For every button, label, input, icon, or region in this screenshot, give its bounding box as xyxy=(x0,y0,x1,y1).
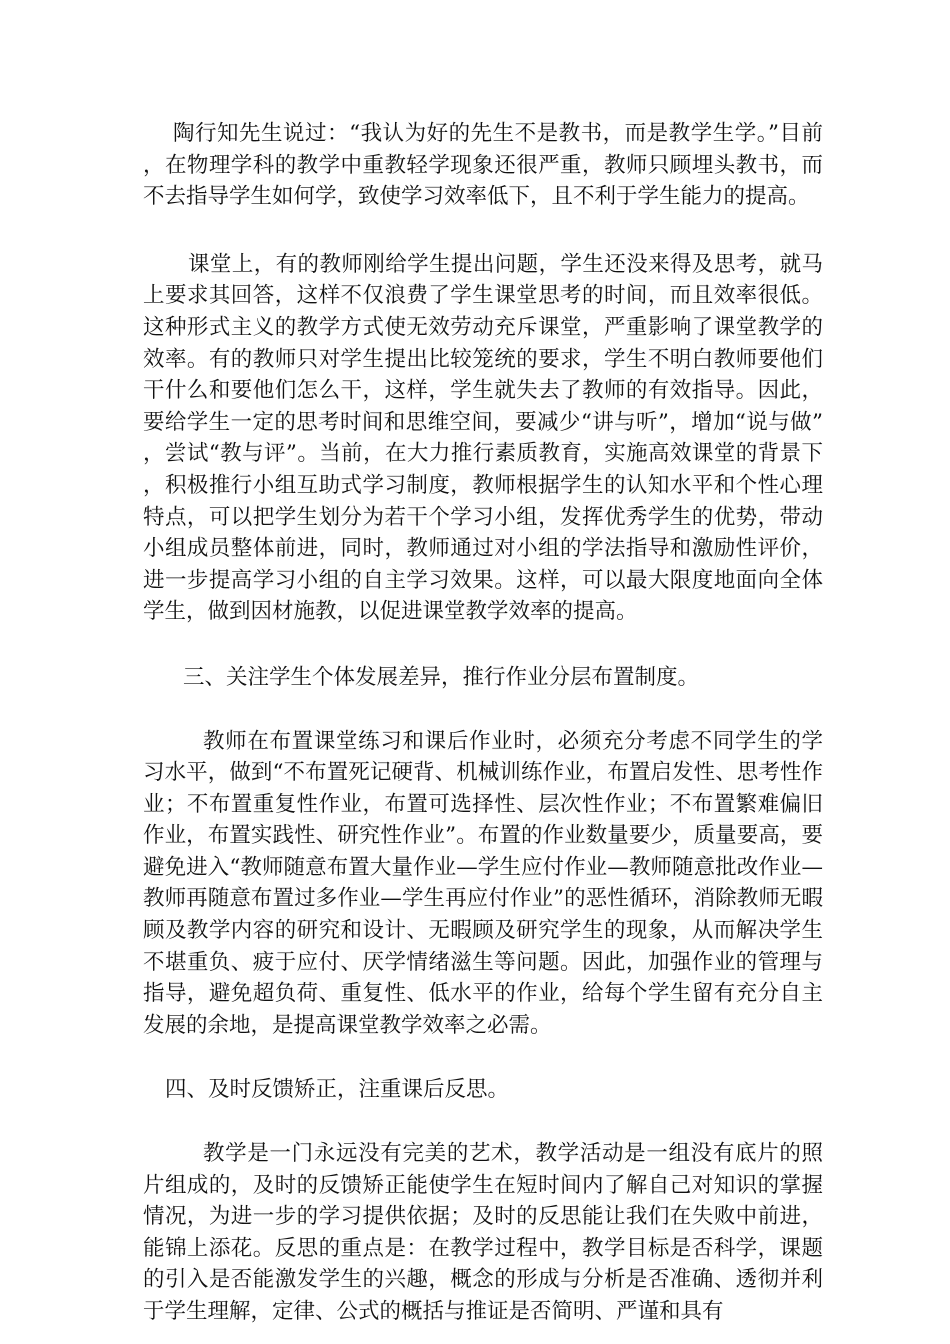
document-page xyxy=(143,118,823,1328)
paragraph-classroom: 课堂上，有的教师刚给学生提出问题，学生还没来得及思考，就马上要求其回答，这样不仅浪费了学生课堂思考的时间，而且效率很低。这种形式主义的教学方式使无效劳动充斥课堂，严重影响了课堂教学的效率。有的教师只对学生提出比较笼统的要求，学生不明白教师要他们干什么和要他们怎么干，这样，学生就失去了教师的有效指导。因此，要给学生一定的思考时间和思维空间，要减少“讲与听”，增加“说与做”，尝试“教与评”。当前，在大力推行素质教育，实施高效课堂的背景下，积极推行小组互助式学习制度，教师根据学生的认知水平和个性心理特点，可以把学生划分为若干个学习小组，发挥优秀学生的优势，带动小组成员整体前进，同时，教师通过对小组的学法指导和激励性评价，进一步提高学习小组的自主学习效果。这样，可以最大限度地面向全体学生，做到因材施教，以促进课堂教学效率的提高。 xyxy=(143,251,823,625)
paragraph-feedback: 教学是一门永远没有完美的艺术，教学活动是一组没有底片的照片组成的，及时的反馈矫正能使学生在短时间内了解自己对知识的掌握情况，为进一步的学习提供依据；及时的反思能让我们在失败中前进，能锦上添花。反思的重点是：在教学过程中，教学目标是否科学，课题的引入是否能激发学生的兴趣，概念的形成与分析是否准确、透彻并利于学生理解，定律、公式的概括与推证是否简明、严谨和具有 xyxy=(143,1141,823,1324)
section-heading-4: 四、及时反馈矫正，注重课后反思。 xyxy=(165,1077,510,1103)
paragraph-intro: 陶行知先生说过：“我认为好的先生不是教书，而是教学生学。”目前，在物理学科的教学中重教轻学现象还很严重，教师只顾埋头教书，而不去指导学生如何学，致使学习效率低下，且不利于学生能力的提高。 xyxy=(143,121,823,210)
section-heading-3: 三、关注学生个体发展差异，推行作业分层布置制度。 xyxy=(183,664,700,690)
paragraph-homework: 教师在布置课堂练习和课后作业时，必须充分考虑不同学生的学习水平，做到“不布置死记硬背、机械训练作业，布置启发性、思考性作业；不布置重复性作业，布置可选择性、层次性作业；不布置繁难偏旧作业，布置实践性、研究性作业”。布置的作业数量要少，质量要高，要避免进入“教师随意布置大量作业—学生应付作业—教师随意批改作业—教师再随意布置过多作业—学生再应付作业”的恶性循环，消除教师无暇顾及教学内容的研究和设计、无暇顾及研究学生的现象，从而解决学生不堪重负、疲于应付、厌学情绪滋生等问题。因此，加强作业的管理与指导，避免超负荷、重复性、低水平的作业，给每个学生留有充分自主发展的余地，是提高课堂教学效率之必需。 xyxy=(143,728,823,1038)
